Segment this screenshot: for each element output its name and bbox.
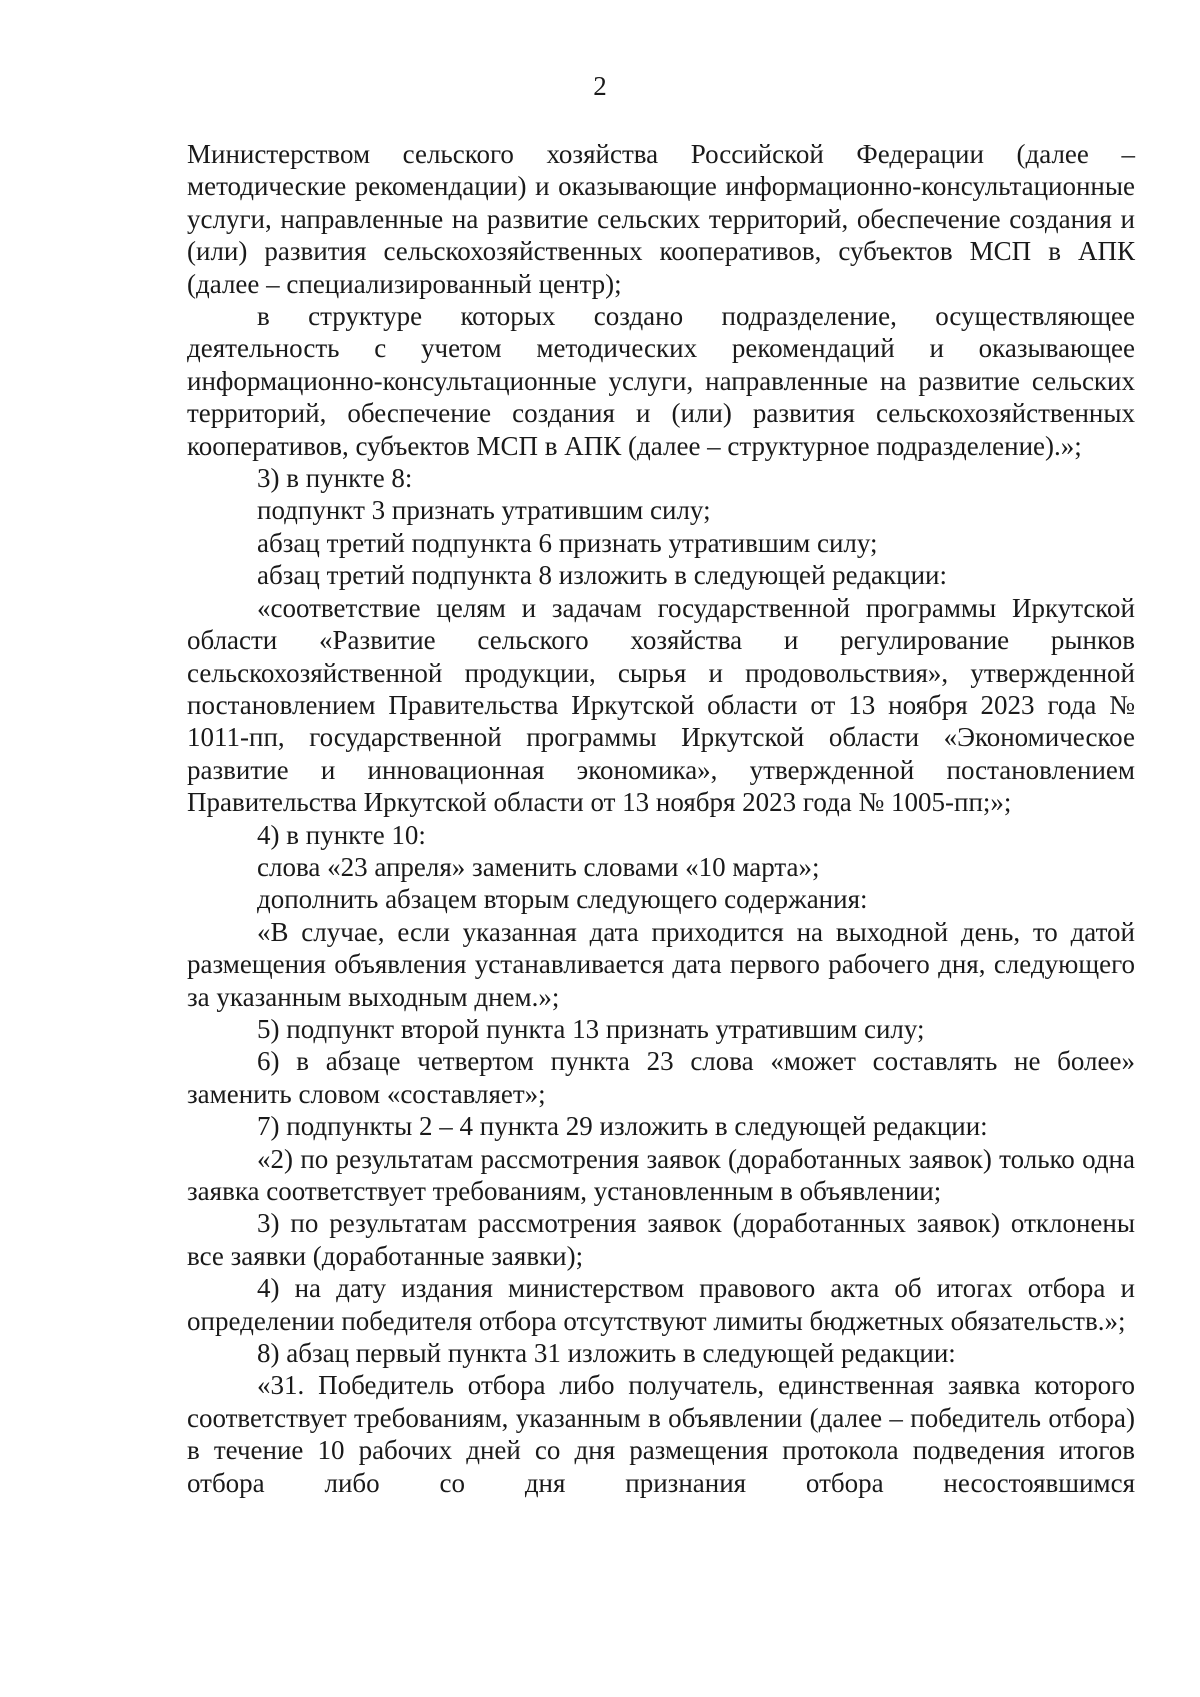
paragraph: 6) в абзаце четвертом пункта 23 слова «может составлять не более» заменить словом «составляет»; [187, 1046, 1135, 1109]
paragraph: 8) абзац первый пункта 31 изложить в следующей редакции: [257, 1338, 956, 1369]
page-number: 2 [593, 71, 607, 101]
paragraph: абзац третий подпункта 8 изложить в следующей редакции: [257, 560, 947, 591]
paragraph: 3) по результатам рассмотрения заявок (доработанных заявок) отклонены все заявки (доработанные заявки); [187, 1208, 1135, 1271]
paragraph: 5) подпункт второй пункта 13 признать утратившим силу; [257, 1013, 925, 1044]
paragraph: дополнить абзацем вторым следующего содержания: [257, 884, 868, 915]
paragraph: «31. Победитель отбора либо получатель, единственная заявка которого соответствует требованиям, указанным в объявлении (далее – победитель отбора) в течение 10 рабочих дней со дня размещения протокола подведения итогов отбора либо со дня признания отбора несостоявшимся [187, 1370, 1135, 1498]
paragraph: 4) на дату издания министерством правового акта об итогах отбора и определении победителя отбора отсутствуют лимиты бюджетных обязательств.»; [187, 1273, 1135, 1336]
paragraph: «В случае, если указанная дата приходится на выходной день, то датой размещения объявления устанавливается дата первого рабочего дня, следующего за указанным выходным днем.»; [187, 916, 1135, 1012]
paragraph: подпункт 3 признать утратившим силу; [257, 495, 711, 526]
paragraph: «соответствие целям и задачам государственной программы Иркутской области «Развитие сельского хозяйства и регулирование рынков сельскохозяйственной продукции, сырья и продовольствия», утвержденной постановлением Правительства Иркутской области от 13 ноября 2023 года № 1011-пп, государственной программы Иркутской области «Экономическое развитие и инновационная экономика», утвержденной постановлением Правительства Иркутской области от 13 ноября 2023 года № 1005-пп;»; [187, 592, 1135, 818]
paragraph: в структуре которых создано подразделение, осуществляющее деятельность с учетом методических рекомендаций и оказывающее информационно-консультационные услуги, направленные на развитие сельских территорий, обеспечение создания и (или) развития сельскохозяйственных кооперативов, субъектов МСП в АПК (далее – структурное подразделение).»; [187, 301, 1135, 461]
paragraph: 3) в пункте 8: [257, 463, 413, 494]
paragraph: 7) подпункты 2 – 4 пункта 29 изложить в следующей редакции: [257, 1111, 988, 1142]
document-body [187, 138, 1135, 1499]
paragraph: слова «23 апреля» заменить словами «10 марта»; [257, 851, 820, 882]
paragraph: 4) в пункте 10: [257, 819, 426, 850]
paragraph: Министерством сельского хозяйства Российской Федерации (далее – методические рекомендации) и оказывающие информационно-консультационные услуги, направленные на развитие сельских территорий, обеспечение создания и (или) развития сельскохозяйственных кооперативов, субъектов МСП в АПК (далее – специализированный центр); [187, 139, 1135, 299]
paragraph: абзац третий подпункта 6 признать утратившим силу; [257, 527, 878, 558]
paragraph: «2) по результатам рассмотрения заявок (доработанных заявок) только одна заявка соответствует требованиям, установленным в объявлении; [187, 1143, 1135, 1206]
